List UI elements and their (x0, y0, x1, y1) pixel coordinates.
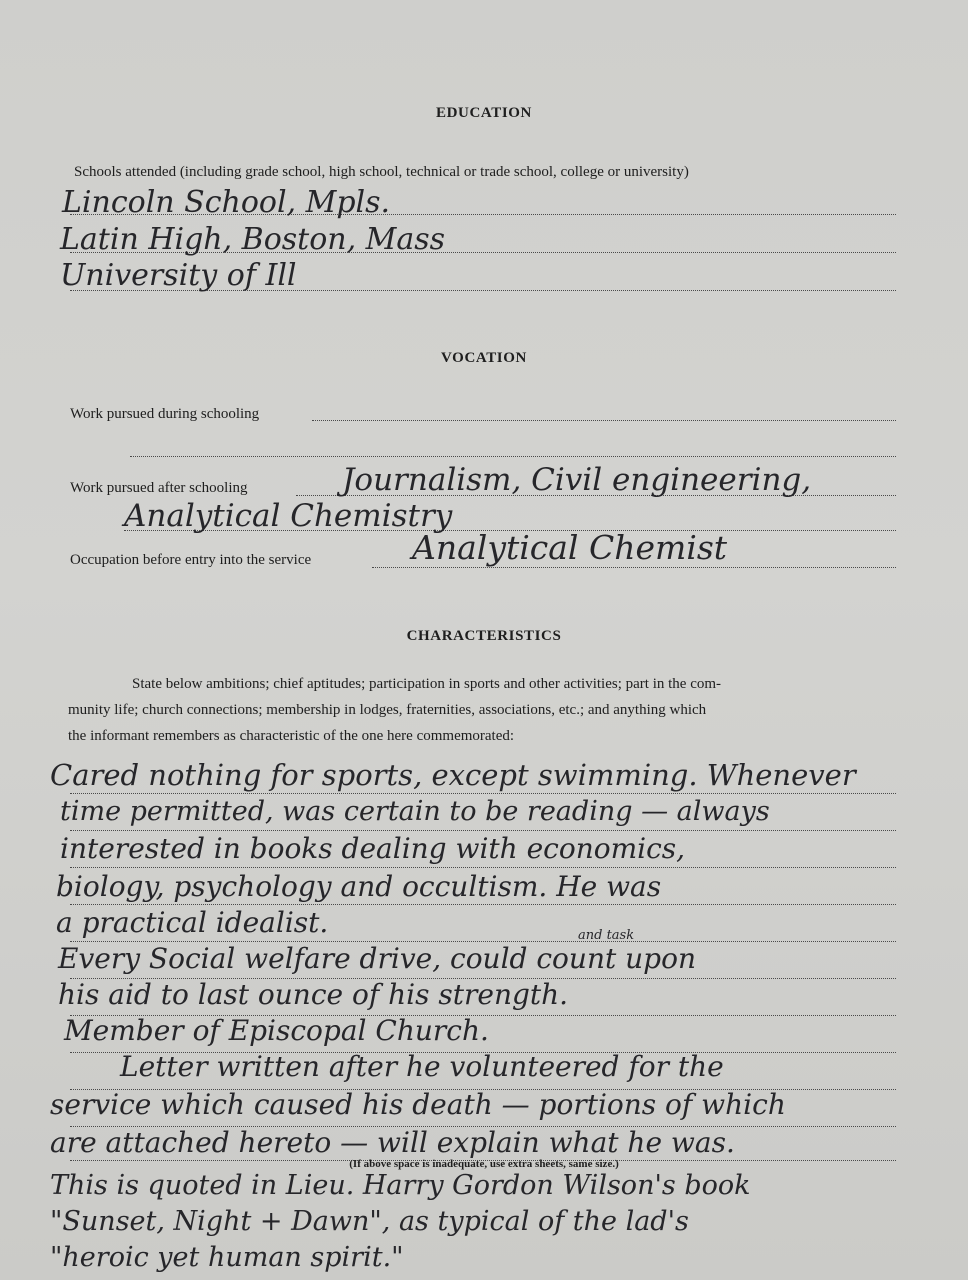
characteristics-line (70, 867, 896, 868)
characteristics-text-line: biology, psychology and occultism. He was (56, 870, 662, 903)
work-during-line-1 (312, 420, 896, 421)
work-during-line-2 (130, 456, 896, 457)
characteristics-text-line: his aid to last ounce of his strength. (58, 978, 569, 1011)
education-heading: EDUCATION (436, 105, 532, 121)
school-entry: Latin High, Boston, Mass (60, 222, 446, 257)
characteristics-text-line: are attached hereto — will explain what he was. (50, 1126, 735, 1159)
instructions-line: the informant remembers as characteristic of the one here commemorated: (68, 728, 515, 744)
characteristics-text-line: "Sunset, Night + Dawn", as typical of the lad's (50, 1206, 689, 1237)
occupation-value: Analytical Chemist (412, 528, 728, 567)
bleed-through-text (520, 268, 536, 321)
vocation-heading: VOCATION (441, 350, 527, 366)
characteristics-text-line: Letter written after he volunteered for the (120, 1050, 724, 1083)
characteristics-text-line: time permitted, was certain to be reading — always (60, 796, 770, 827)
characteristics-text-line: a practical idealist. (56, 906, 329, 939)
work-after-value-cont: Analytical Chemistry (124, 498, 453, 534)
instructions-line: munity life; church connections; membership in lodges, fraternities, associations, etc.; and anything which (68, 702, 707, 718)
occupation-line (372, 567, 896, 568)
characteristics-text-line: Member of Episcopal Church. (64, 1014, 489, 1047)
characteristics-line (70, 904, 896, 905)
school-entry: Lincoln School, Mpls. (62, 185, 391, 220)
work-after-schooling-label: Work pursued after schooling (70, 480, 248, 496)
school-entry: University of Ill (60, 258, 297, 293)
characteristics-line (70, 830, 896, 831)
work-after-value: Journalism, Civil engineering, (342, 462, 812, 498)
extra-sheets-note: (If above space is inadequate, use extra sheets, same size.) (349, 1158, 619, 1170)
instructions-line: State below ambitions; chief aptitudes; participation in sports and other activities; part in the com- (132, 676, 722, 692)
characteristics-text-line: Cared nothing for sports, except swimming. Whenever (50, 758, 856, 792)
characteristics-text-line: interested in books dealing with economics, (60, 832, 686, 865)
occupation-before-label: Occupation before entry into the service (70, 552, 312, 568)
schools-attended-label: Schools attended (including grade school, high school, technical or trade school, college or university) (74, 164, 689, 180)
characteristics-text-line: Every Social welfare drive, could count upon (58, 942, 696, 975)
characteristics-heading: CHARACTERISTICS (406, 628, 562, 644)
work-during-schooling-label: Work pursued during schooling (70, 406, 260, 422)
characteristics-text-line: This is quoted in Lieu. Harry Gordon Wilson's book (50, 1170, 751, 1201)
characteristics-line (70, 793, 896, 794)
characteristics-text-line: "heroic yet human spirit." (50, 1242, 404, 1273)
characteristics-text-line: service which caused his death — portions of which (50, 1088, 786, 1121)
characteristics-insertion: and task (578, 928, 635, 943)
